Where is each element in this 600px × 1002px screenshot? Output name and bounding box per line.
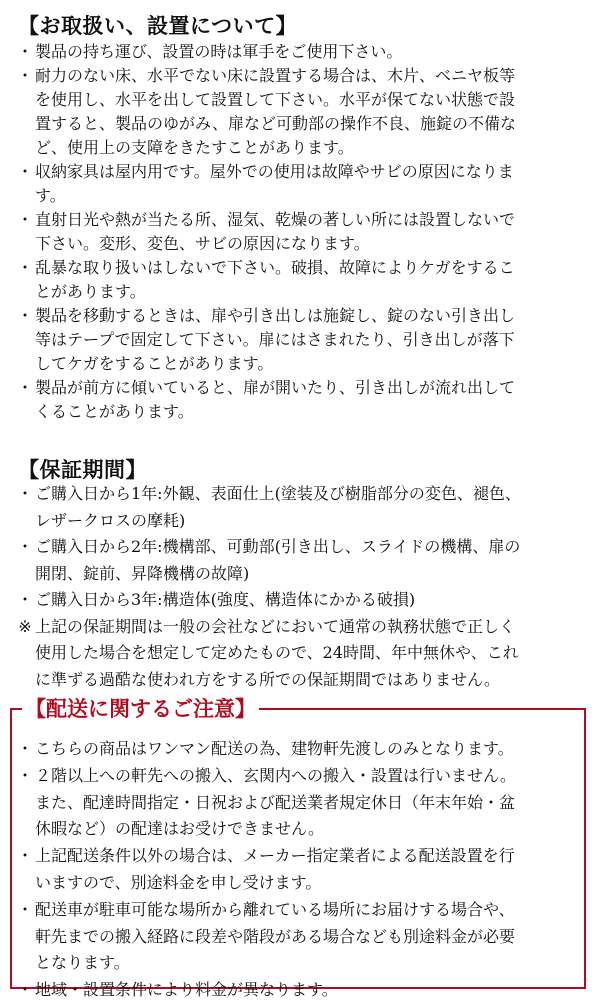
handling-line-text: してケガをすることがあります。	[35, 354, 274, 373]
bullet-marker: ・	[17, 899, 34, 919]
bullet-marker: ・	[17, 590, 34, 609]
handling-line-text: 耐力のない床、水平でない床に設置する場合は、木片、ベニヤ板等	[35, 66, 516, 85]
bullet-marker: ・	[17, 537, 34, 556]
bullet-marker: ・	[17, 739, 34, 758]
delivery-line-text: 上記配送条件以外の場合は、メーカー指定業者による配送設置を行	[35, 846, 515, 866]
handling-line-text: とがあります。	[35, 282, 146, 301]
delivery-line-text: 軒先までの搬入経路に段差や階段がある場合なども別途料金が必要	[35, 926, 516, 946]
delivery-line-text: また、配達時間指定・日祝および配送業者規定休日（年末年始・盆	[35, 792, 516, 812]
warranty-line-text: ご購入日から3年:構造体(強度、構造体にかかる破損)	[35, 590, 416, 609]
warranty-line-text: レザークロスの摩耗)	[35, 510, 186, 530]
delivery-line-text: こちらの商品はワンマン配送の為、建物軒先渡しのみとなります。	[35, 739, 514, 758]
handling-line-text: ど、使用上の支障をきたすことがあります。	[35, 138, 354, 157]
handling-title: 【お取扱い、設置について】	[18, 13, 298, 38]
warranty-line-text: ご購入日から2年:機構部、可動部(引き出し、スライドの機構、扉の	[35, 537, 521, 556]
bullet-marker: ・	[17, 210, 34, 229]
bullet-marker: ・	[17, 378, 34, 397]
handling-line-text: 製品を移動するときは、扉や引き出しは施錠し、錠のない引き出し	[35, 306, 516, 325]
warranty-line-text: 使用した場合を想定して定めたもので、24時間、年中無休や、これ	[35, 643, 519, 662]
handling-line-text: 乱暴な取り扱いはしないで下さい。破損、故障によりケガをするこ	[35, 258, 515, 277]
bullet-marker: ・	[17, 258, 34, 277]
bullet-marker: ・	[17, 66, 34, 85]
bullet-marker: ・	[17, 484, 34, 503]
bullet-marker: ・	[17, 162, 34, 181]
warranty-line-text: に準ずる過酷な使われ方をする所での保証期間ではありません。	[35, 669, 500, 689]
bullet-marker: ・	[17, 42, 34, 61]
warranty-line-text: 開閉、錠前、昇降機構の故障)	[35, 563, 250, 583]
delivery-line-text: 配送車が駐車可能な場所から離れている場所にお届けする場合や、	[35, 899, 515, 919]
handling-line-text: 等はテープで固定して下さい。扉にはさまれたり、引き出しが落下	[35, 330, 515, 349]
delivery-line-text: 地域・設置条件により料金が異なります。	[35, 980, 338, 1000]
bullet-marker: ・	[17, 846, 34, 866]
delivery-line-text: となります。	[35, 953, 130, 973]
handling-line-text: 製品が前方に傾いていると、扉が開いたり、引き出しが流れ出して	[35, 378, 516, 397]
handling-line-text: 直射日光や熱が当たる所、湿気、乾燥の著しい所には設置しないで	[35, 210, 516, 229]
delivery-title: 【配送に関するご注意】	[22, 693, 259, 723]
handling-line-text: 置すると、製品のゆがみ、扉など可動部の操作不良、施錠の不備な	[35, 114, 516, 133]
warranty-line-text: 上記の保証期間は一般の会社などにおいて通常の執務状態で正しく	[35, 616, 516, 636]
handling-line-text: 製品の持ち運び、設置の時は軍手をご使用下さい。	[35, 42, 403, 61]
bullet-marker: ・	[17, 980, 34, 1000]
delivery-line-text: 休暇など）の配達はお受けできません。	[35, 819, 324, 839]
handling-line-text: す。	[35, 186, 66, 205]
bullet-marker: ・	[17, 765, 34, 785]
note-mark: ※	[18, 616, 32, 636]
warranty-line-text: ご購入日から1年:外観、表面仕上(塗装及び樹脂部分の変色、褪色、	[35, 484, 521, 503]
handling-line-text: 収納家具は屋内用です。屋外での使用は故障やサビの原因になりま	[35, 162, 514, 181]
handling-line-text: 下さい。変形、変色、サビの原因になります。	[35, 234, 370, 253]
delivery-line-text: いますので、別途料金を申し受けます。	[35, 873, 322, 892]
warranty-title: 【保証期間】	[18, 457, 147, 482]
handling-line-text: を使用し、水平を出して設置して下さい。水平が保てない状態で設	[35, 90, 516, 109]
handling-line-text: くることがあります。	[35, 402, 194, 421]
bullet-marker: ・	[17, 306, 34, 325]
delivery-line-text: ２階以上への軒先への搬入、玄関内への搬入・設置は行いません。	[35, 765, 516, 785]
